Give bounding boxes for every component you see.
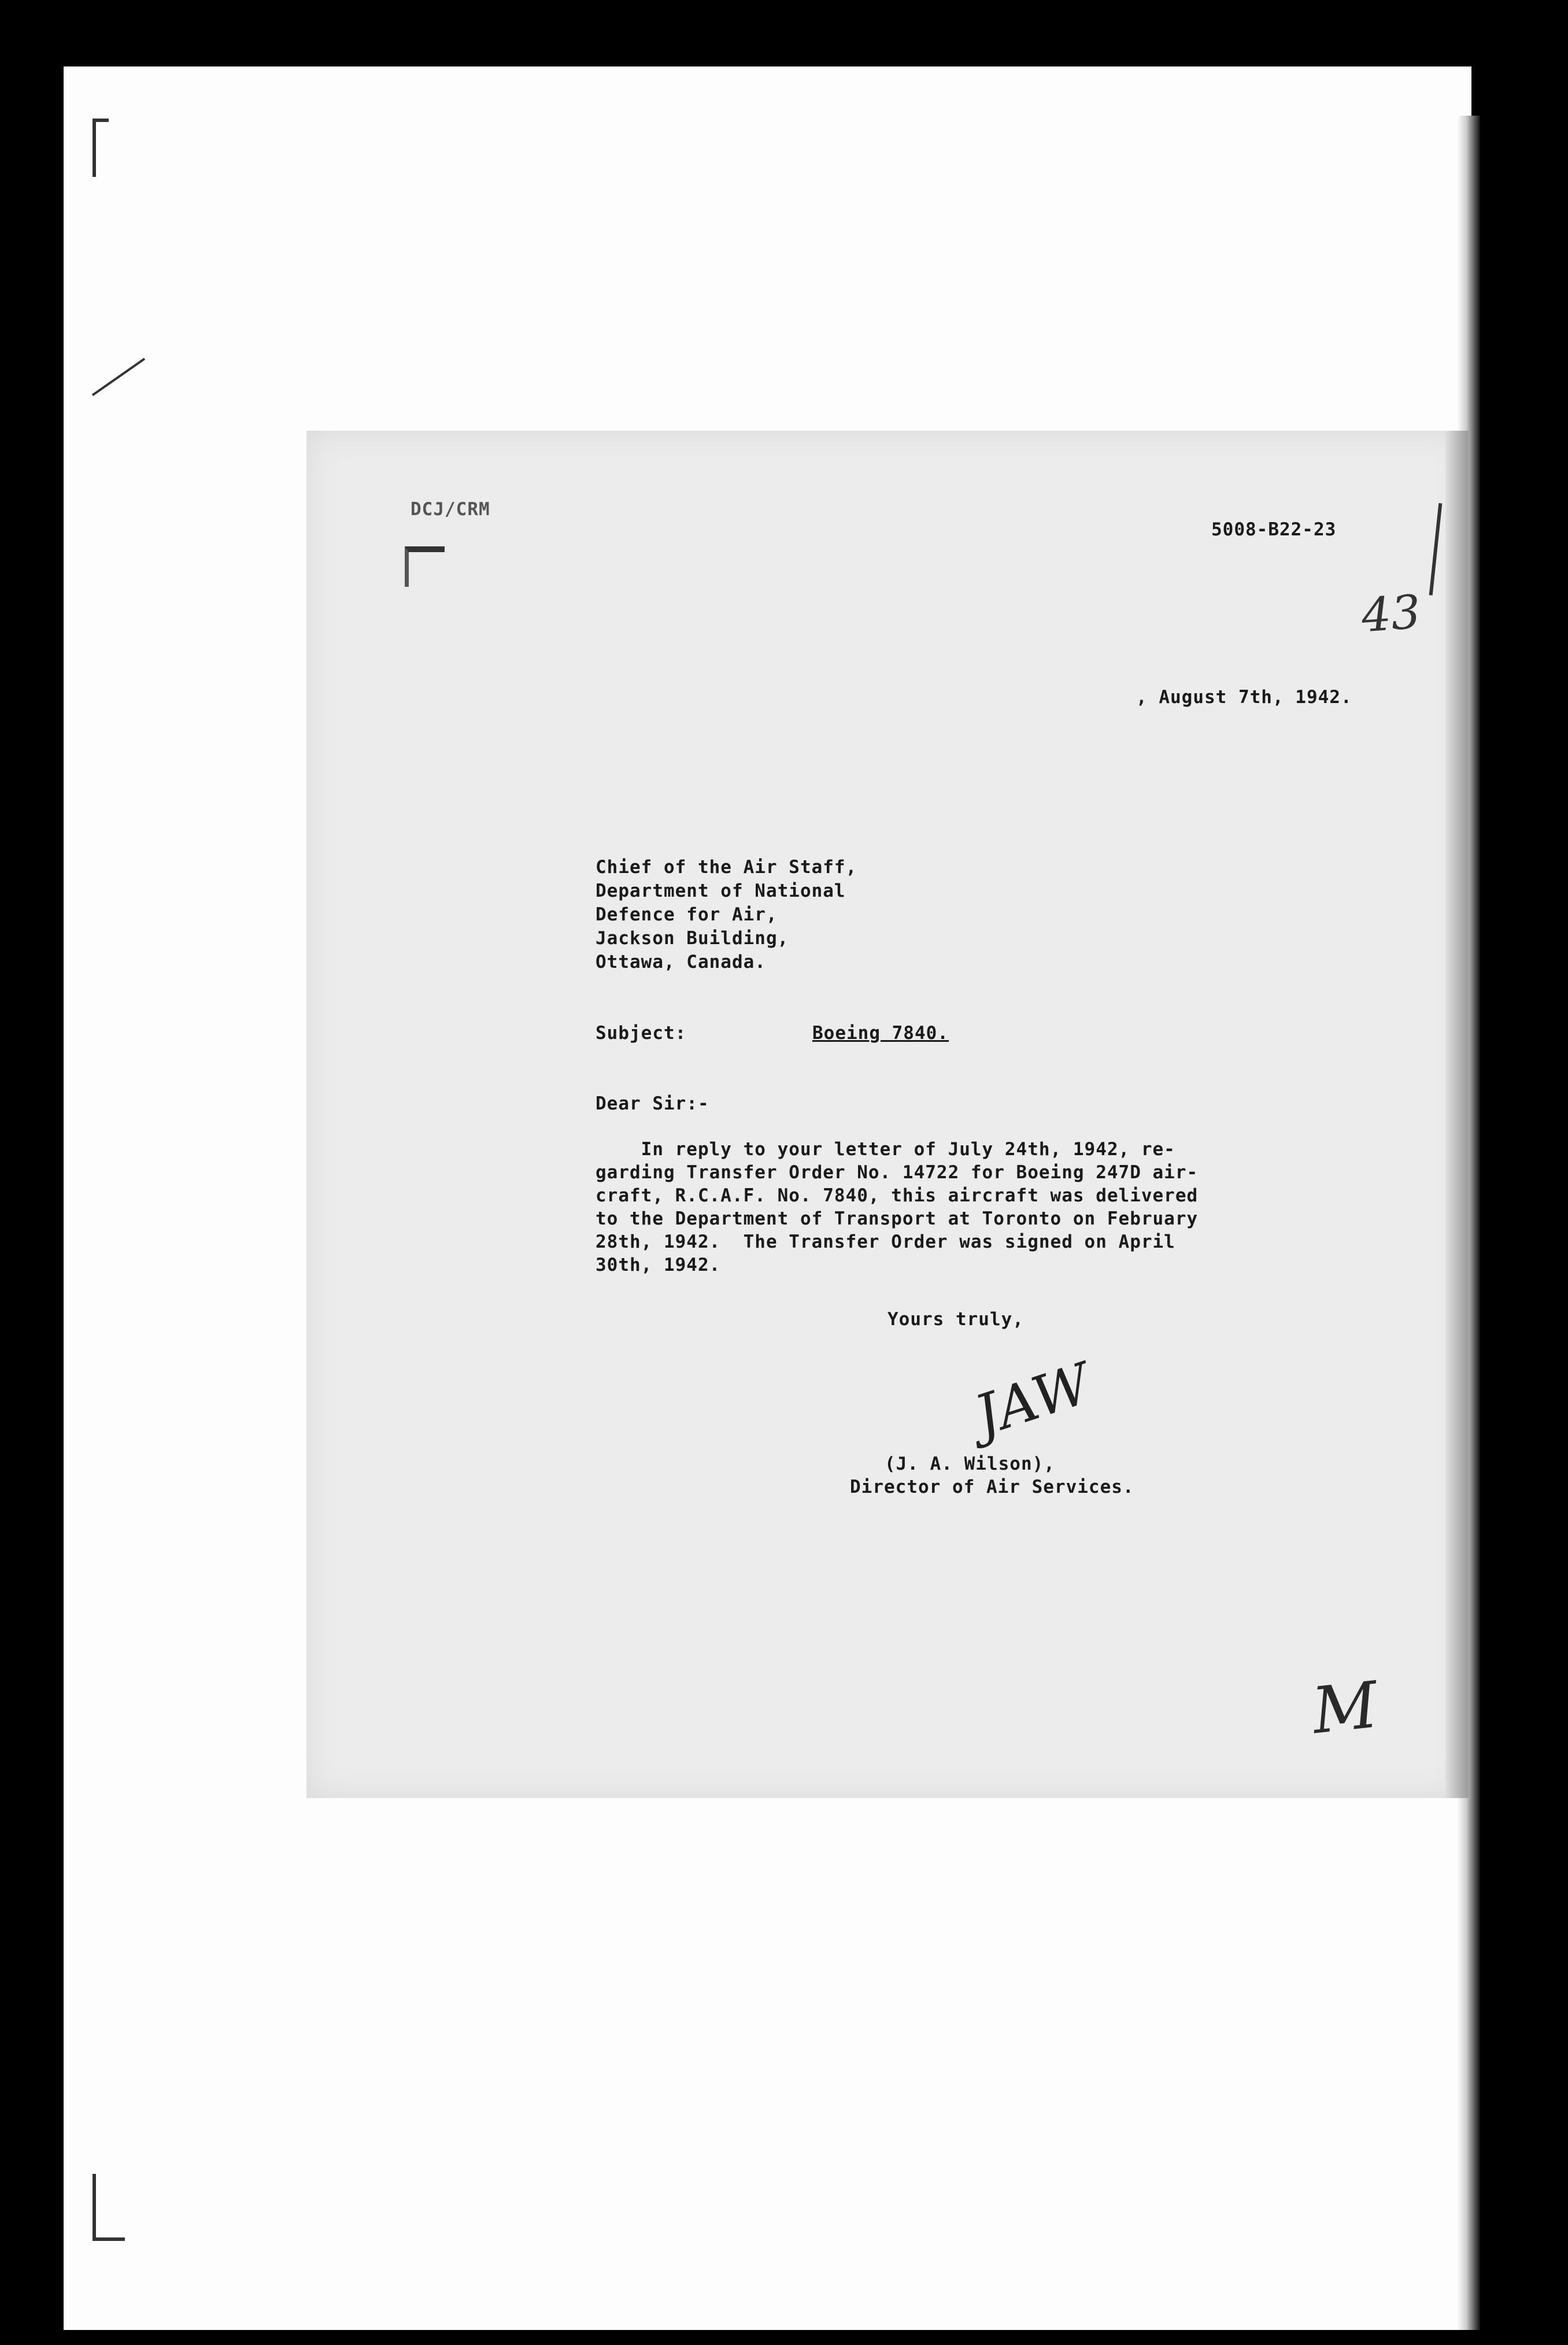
body-line: garding Transfer Order No. 14722 for Boeing 247D air- [596, 1162, 1199, 1183]
address-line: Jackson Building, [596, 928, 789, 949]
body-line: to the Department of Transport at Toronto on February [596, 1208, 1199, 1229]
recipient-address [596, 856, 857, 974]
letter-paper-edge [1445, 431, 1469, 1798]
body-line: 28th, 1942. The Transfer Order was signed on April [596, 1231, 1175, 1252]
address-line: Defence for Air, [596, 904, 778, 925]
handwritten-initials: M [1308, 1667, 1382, 1748]
stamp-mark [405, 546, 445, 587]
body-line: craft, R.C.A.F. No. 7840, this aircraft was delivered [596, 1185, 1199, 1206]
body-line: In reply to your letter of July 24th, 1942, re- [596, 1139, 1175, 1160]
body-line: 30th, 1942. [596, 1255, 721, 1275]
subject-value: Boeing 7840. [812, 1023, 949, 1044]
letter-body [596, 1138, 1198, 1277]
address-line: Ottawa, Canada. [596, 952, 766, 972]
crop-mark-bottom-left [93, 2174, 125, 2241]
letter-paper [306, 431, 1466, 1798]
reference-initials: DCJ/CRM [411, 499, 490, 520]
address-line: Chief of the Air Staff, [596, 857, 857, 878]
address-line: Department of National [596, 881, 846, 901]
handwritten-signature: JAW [967, 1351, 1099, 1449]
file-reference-number: 5008-B22-23 [1211, 519, 1337, 540]
handwritten-folio-number: 43 [1359, 585, 1422, 643]
signer-name: (J. A. Wilson), [885, 1453, 1055, 1474]
signer-title: Director of Air Services. [850, 1477, 1134, 1497]
crop-mark-top-left [93, 119, 109, 177]
salutation: Dear Sir:- [596, 1093, 709, 1114]
subject-label: Subject: [596, 1023, 687, 1044]
letter-date: , August 7th, 1942. [1136, 687, 1352, 708]
closing: Yours truly, [887, 1309, 1024, 1330]
